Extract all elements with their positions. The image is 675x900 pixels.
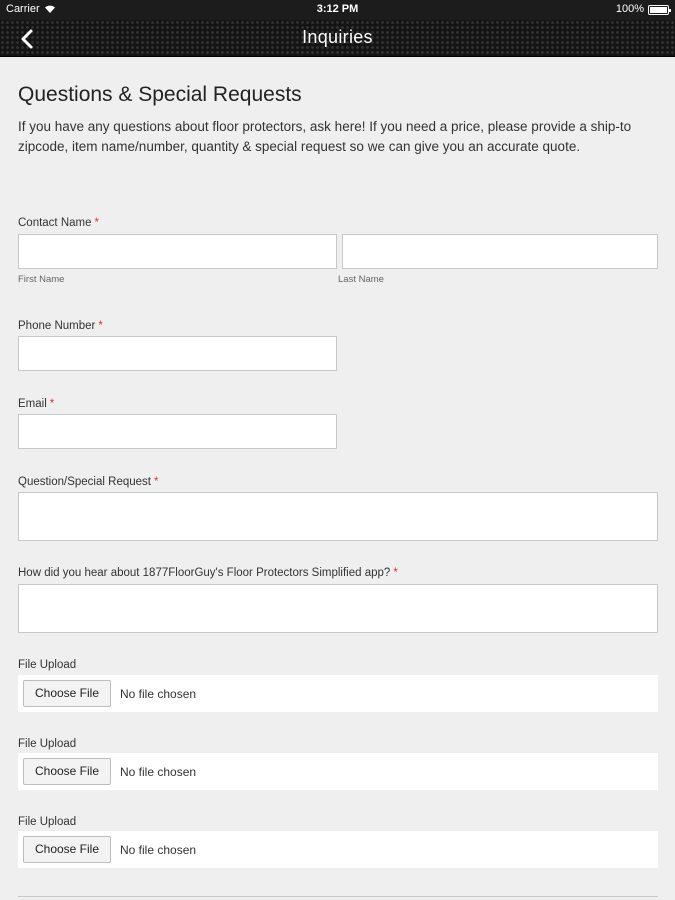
email-label (18, 398, 54, 410)
question-label-text: Question/Special Request (18, 476, 151, 488)
navigation-bar (0, 20, 675, 57)
required-mark: * (393, 567, 398, 579)
file-upload-label: File Upload (18, 816, 77, 828)
file-upload-label: File Upload (18, 738, 77, 750)
file-status: No file chosen (120, 765, 197, 779)
file-upload-label: File Upload (18, 659, 77, 671)
choose-file-button[interactable]: Choose File (23, 758, 111, 785)
form-intro: If you have any questions about floor protectors, ask here! If you need a price, please provide a ship-to zipcode, item name/number, quantity & special request so we can give you an accurate quote. (18, 119, 632, 154)
contact-name-label (18, 217, 99, 229)
form-title: Questions & Special Requests (18, 83, 302, 106)
carrier-label: Carrier (6, 3, 40, 15)
required-mark: * (49, 398, 55, 410)
next-field-edge (18, 896, 658, 897)
referral-label (18, 567, 398, 579)
file-upload-field (18, 831, 658, 868)
required-mark: * (98, 320, 103, 332)
referral-label-text: How did you hear about 1877FloorGuy's Floor Protectors Simplified app? (18, 567, 391, 579)
question-label (18, 476, 158, 488)
choose-file-button[interactable]: Choose File (23, 836, 111, 863)
file-upload-field (18, 675, 658, 712)
last-name-input[interactable] (342, 234, 658, 269)
last-name-sublabel: Last Name (338, 274, 384, 285)
first-name-input[interactable] (18, 234, 337, 269)
phone-label-text: Phone Number (18, 320, 96, 332)
choose-file-button[interactable]: Choose File (23, 680, 111, 707)
phone-label (18, 320, 103, 332)
email-input[interactable] (18, 414, 337, 449)
first-name-sublabel: First Name (18, 274, 65, 285)
clock: 3:12 PM (316, 3, 359, 15)
contact-name-label-text: Contact Name (18, 217, 92, 229)
status-bar (0, 0, 675, 20)
phone-input[interactable] (18, 336, 337, 371)
email-label-text: Email (18, 398, 47, 410)
question-textarea[interactable] (18, 492, 658, 541)
file-status: No file chosen (120, 687, 197, 701)
required-mark: * (153, 476, 159, 488)
page-title-nav: Inquiries (302, 27, 373, 47)
battery-percent: 100% (615, 3, 644, 15)
file-upload-field (18, 753, 658, 790)
referral-textarea[interactable] (18, 584, 658, 633)
required-mark: * (94, 217, 99, 229)
file-status: No file chosen (120, 843, 197, 857)
battery-icon (648, 5, 669, 15)
